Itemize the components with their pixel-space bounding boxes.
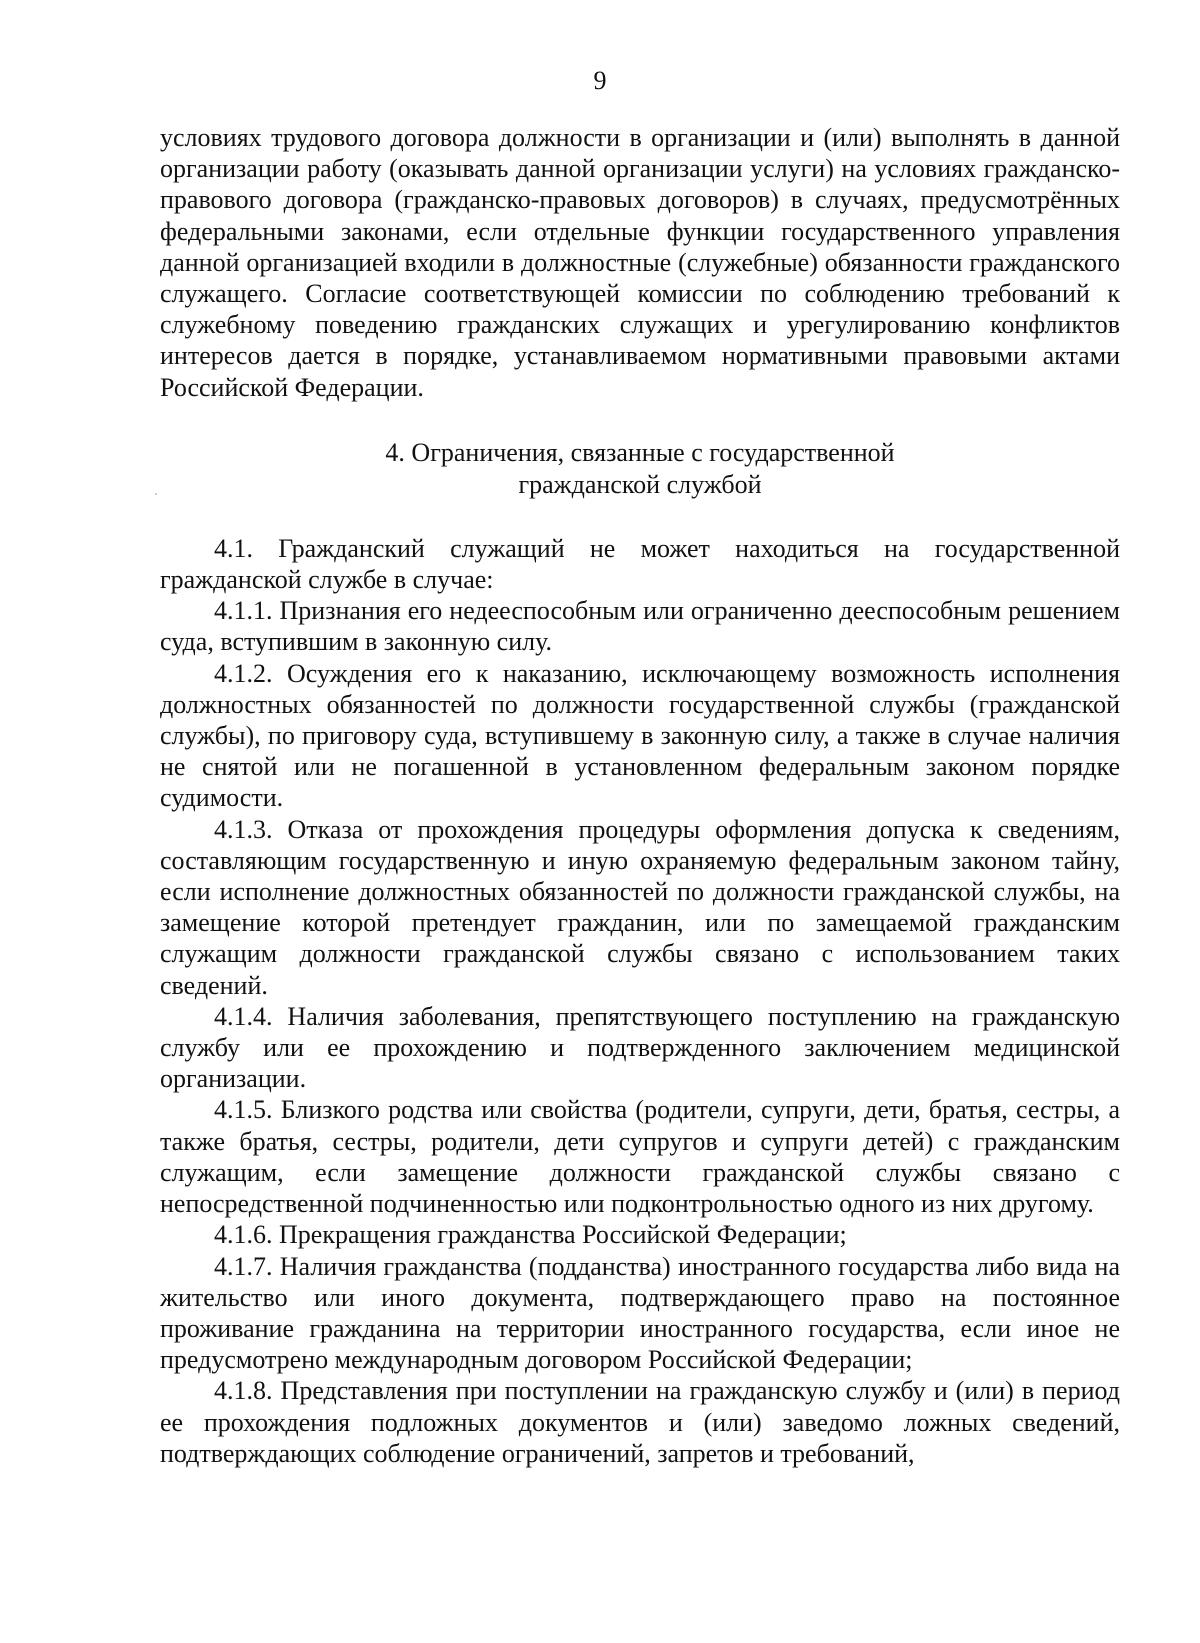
section-heading [160,437,1120,501]
clause-4-1-3: 4.1.3. Отказа от прохождения процедуры оформления допуска к сведениям, составляющим государственную и иную охраняемую федеральным законом тайну, если исполнение должностных обязанностей по должности гражданской службы, на замещение которой претендует гражданин, или по замещаемой гражданским служащим должности гражданской службы связано с использованием таких сведений. [160,814,1120,1000]
clause-4-1-6: 4.1.6. Прекращения гражданства Российской Федерации; [214,1220,847,1250]
section-heading-line-1: 4. Ограничения, связанные с государственной [385,437,895,467]
clause-4-1-1: 4.1.1. Признания его недееспособным или ограниченно дееспособным решением суда, вступившим в законную силу. [160,596,1120,657]
margin-speck [155,493,157,495]
document-body [160,122,1120,1469]
clause-4-1-5: 4.1.5. Близкого родства или свойства (родители, супруги, дети, братья, сестры, а также братья, сестры, родители, дети супругов и супруги детей) с гражданским служащим, если замещение должности гражданской службы связано с непосредственной подчиненностью или подконтрольностью одного из них другому. [160,1095,1120,1219]
page-number: 9 [593,66,607,95]
clause-4-1-8: 4.1.8. Представления при поступлении на гражданскую службу и (или) в период ее прохождения подложных документов и (или) заведомо ложных сведений, подтверждающих соблюдение ограничений, запретов и требований, [160,1376,1120,1468]
continued-paragraph: условиях трудового договора должности в организации и (или) выполнять в данной организации работу (оказывать данной организации услуги) на условиях гражданско-правового договора (гражданско-правовых договоров) в случаях, предусмотрённых федеральными законами, если отдельные функции государственного управления данной организацией входили в должностные (служебные) обязанности гражданского служащего. Согласие соответствующей комиссии по соблюдению требований к служебному поведению гражданских служащих и урегулированию конфликтов интересов дается в порядке, устанавливаемом нормативными правовыми актами Российской Федерации. [160,123,1120,402]
section-heading-line-2: гражданской службой [518,469,762,499]
clause-4-1-7: 4.1.7. Наличия гражданства (подданства) иностранного государства либо вида на жительство или иного документа, подтверждающего право на постоянное проживание гражданина на территории иностранного государства, если иное не предусмотрено международным договором Российской Федерации; [160,1251,1120,1375]
clause-4-1: 4.1. Гражданский служащий не может находиться на государственной гражданской службе в случае: [160,533,1120,595]
clause-4-1-2: 4.1.2. Осуждения его к наказанию, исключающему возможность исполнения должностных обязанностей по должности государственной службы (гражданской службы), по приговору суда, вступившему в законную силу, а также в случае наличия не снятой или не погашенной в установленном федеральным законом порядке судимости. [160,658,1120,813]
clause-4-1-4: 4.1.4. Наличия заболевания, препятствующего поступлению на гражданскую службу или ее прохождению и подтвержденного заключением медицинской организации. [160,1001,1120,1094]
